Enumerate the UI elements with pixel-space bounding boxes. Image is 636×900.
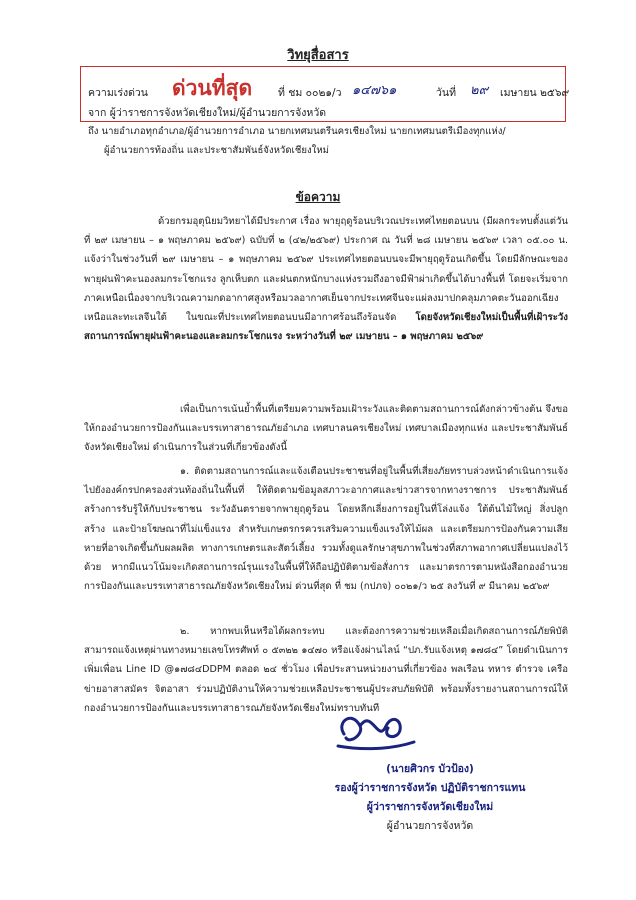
paragraph-3 — [84, 462, 568, 596]
paragraph-1-text: ด้วยกรมอุตุนิยมวิทยาได้มีประกาศ เรื่อง พายุฤดูร้อนบริเวณประเทศไทยตอนบน (มีผลกระทบตั้งแต่วันที่ ๒๙ เมษายน – ๑ พฤษภาคม ๒๕๖๙) ฉบับที่ ๒ (๔๒/๒๕๖๙) ประกาศ ณ วันที่ ๒๘ เมษายน ๒๕๖๙ เวลา ๐๕.๐๐ น. แจ้งว่าในช่วงวันที่ ๒๙ เมษายน – ๑ พฤษภาคม ๒๕๖๙ ประเทศไทยตอนบนจะมีพายุฤดูร้อนเกิดขึ้น โดยมีลักษณะของพายุฝนฟ้าคะนองลมกระโชกแรง ลูกเห็บตก และฝนตกหนักบางแห่งรวมถึงอาจมีฟ้าผ่าเกิดขึ้นได้บางพื้นที่ โดยจะเริ่มจากภาคเหนือเนื่องจากบริเวณความกดอากาศสูงหรือมวลอากาศเย็นจากประเทศจีนจะแผ่ลงมาปกคลุมภาคตะวันออกเฉียงเหนือและทะเลจีนใต้ ในขณะที่ประเทศไทยตอนบนมีอากาศร้อนถึงร้อนจัด — [84, 216, 568, 324]
paragraph-4 — [84, 622, 568, 718]
doc-number-value: ๑๔๗๖๑ — [352, 83, 397, 98]
signer-position-2: ผู้ว่าราชการจังหวัดเชียงใหม่ — [366, 801, 494, 813]
paragraph-3-text: ๑. ติดตามสถานการณ์และแจ้งเตือนประชาชนที่อยู่ในพื้นที่เสี่ยงภัยทราบล่วงหน้าดำเนินการแจ้งไปยังองค์กรปกครองส่วนท้องถิ่นในพื้นที่ ให้ติดตามข้อมูลสภาวะอากาศและข่าวสารจากทางราชการ ประชาสัมพันธ์สร้างการรับรู้ให้กับประชาชน ระวังอันตรายจากพายุฤดูร้อน โดยหลีกเลี่ยงการอยู่ในที่โล่งแจ้ง ใต้ต้นไม้ใหญ่ สิ่งปลูกสร้าง และป้ายโฆษณาที่ไม่แข็งแรง สำหรับเกษตรกรควรเสริมความแข็งแรงให้ไม้ผล และเตรียมการป้องกันความเสียหายที่อาจเกิดขึ้นกับผลผลิต ทางการเกษตรและสัตว์เลี้ยง รวมทั้งดูแลรักษาสุขภาพในช่วงที่สภาพอากาศเปลี่ยนแปลงไว้ด้วย หากมีแนวโน้มจะเกิดสถานการณ์รุนแรงในพื้นที่ให้ถือปฏิบัติตามข้อสั่งการ และมาตรการตามหนังสือกองอำนวยการป้องกันและบรรเทาสาธารณภัยจังหวัดเชียงใหม่ ด่วนที่สุด ที่ ชม (กปภจ) ๐๐๒๑/ว ๒๕ ลงวันที่ ๙ มีนาคม ๒๕๖๙ — [84, 466, 568, 593]
signer-name: (นายศิวกร บัวป้อง) — [386, 763, 474, 775]
date-label: วันที่ — [436, 87, 456, 99]
signer-position-3: ผู้อำนวยการจังหวัด — [386, 820, 474, 832]
to-line-1: ถึง นายอำเภอทุกอำเภอ/ผู้อำนวยการอำเภอ นายกเทศมนตรีนครเชียงใหม่ นายกเทศมนตรีเมืองทุกแห่ง/ — [88, 126, 506, 137]
paragraph-1-emphasis: โดยจังหวัดเชียงใหม่เป็นพื้นที่เฝ้าระวังสถานการณ์พายุฝนฟ้าคะนองและลมกระโชกแรง ระหว่างวันที่ ๒๙ เมษายน – ๑ พฤษภาคม ๒๕๖๙ — [84, 312, 568, 343]
date-day-value: ๒๙ — [470, 83, 489, 98]
signature-image — [330, 700, 420, 756]
document-title: วิทยุสื่อสาร — [287, 48, 349, 63]
doc-number-label: ที่ ชม ๐๐๒๑/ว — [278, 87, 342, 99]
date-month-year: เมษายน ๒๕๖๙ — [500, 87, 570, 99]
paragraph-4-text: ๒. หากพบเห็นหรือได้ผลกระทบ และต้องการความช่วยเหลือเมื่อเกิดสถานการณ์ภัยพิบัติ สามารถแจ้งเหตุผ่านทางหมายเลขโทรศัพท์ ๐ ๕๓๒๒ ๑๔๗๐ หรือแจ้งผ่านไลน์ “ปภ.รับแจ้งเหตุ ๑๗๘๔” โดยดำเนินการเพิ่มเพื่อน Line ID @๑๗๘๔DDPM ตลอด ๒๔ ชั่วโมง เพื่อประสานหน่วยงานที่เกี่ยวข้อง พลเรือน ทหาร ตำรวจ เครือข่ายอาสาสมัคร จิตอาสา ร่วมปฏิบัติงานให้ความช่วยเหลือประชาชนผู้ประสบภัยพิบัติ พร้อมทั้งรายงานสถานการณ์ให้กองอำนวยการป้องกันและบรรเทาสาธารณภัยจังหวัดเชียงใหม่ทราบทันที — [84, 626, 568, 714]
signer-position-1: รองผู้ว่าราชการจังหวัด ปฏิบัติราชการแทน — [334, 782, 526, 794]
urgency-stamp: ด่วนที่สุด — [172, 76, 253, 100]
paragraph-1 — [84, 212, 568, 346]
urgency-label: ความเร่งด่วน — [88, 87, 148, 99]
paragraph-2 — [84, 400, 568, 458]
message-heading: ข้อความ — [295, 190, 341, 204]
to-line-2: ผู้อำนวยการท้องถิ่น และประชาสัมพันธ์จังหวัดเชียงใหม่ — [104, 145, 329, 156]
from-line: จาก ผู้ว่าราชการจังหวัดเชียงใหม่/ผู้อำนวยการจังหวัด — [88, 107, 327, 119]
paragraph-2-text: เพื่อเป็นการเน้นย้ำพื้นที่เตรียมความพร้อมเฝ้าระวังและติดตามสถานการณ์ดังกล่าวข้างต้น จึงขอให้กองอำนวยการป้องกันและบรรเทาสาธารณภัยอำเภอ เทศบาลนครเชียงใหม่ เทศบาลเมืองทุกแห่ง และประชาสัมพันธ์จังหวัดเชียงใหม่ ดำเนินการในส่วนที่เกี่ยวข้องดังนี้ — [84, 404, 568, 454]
